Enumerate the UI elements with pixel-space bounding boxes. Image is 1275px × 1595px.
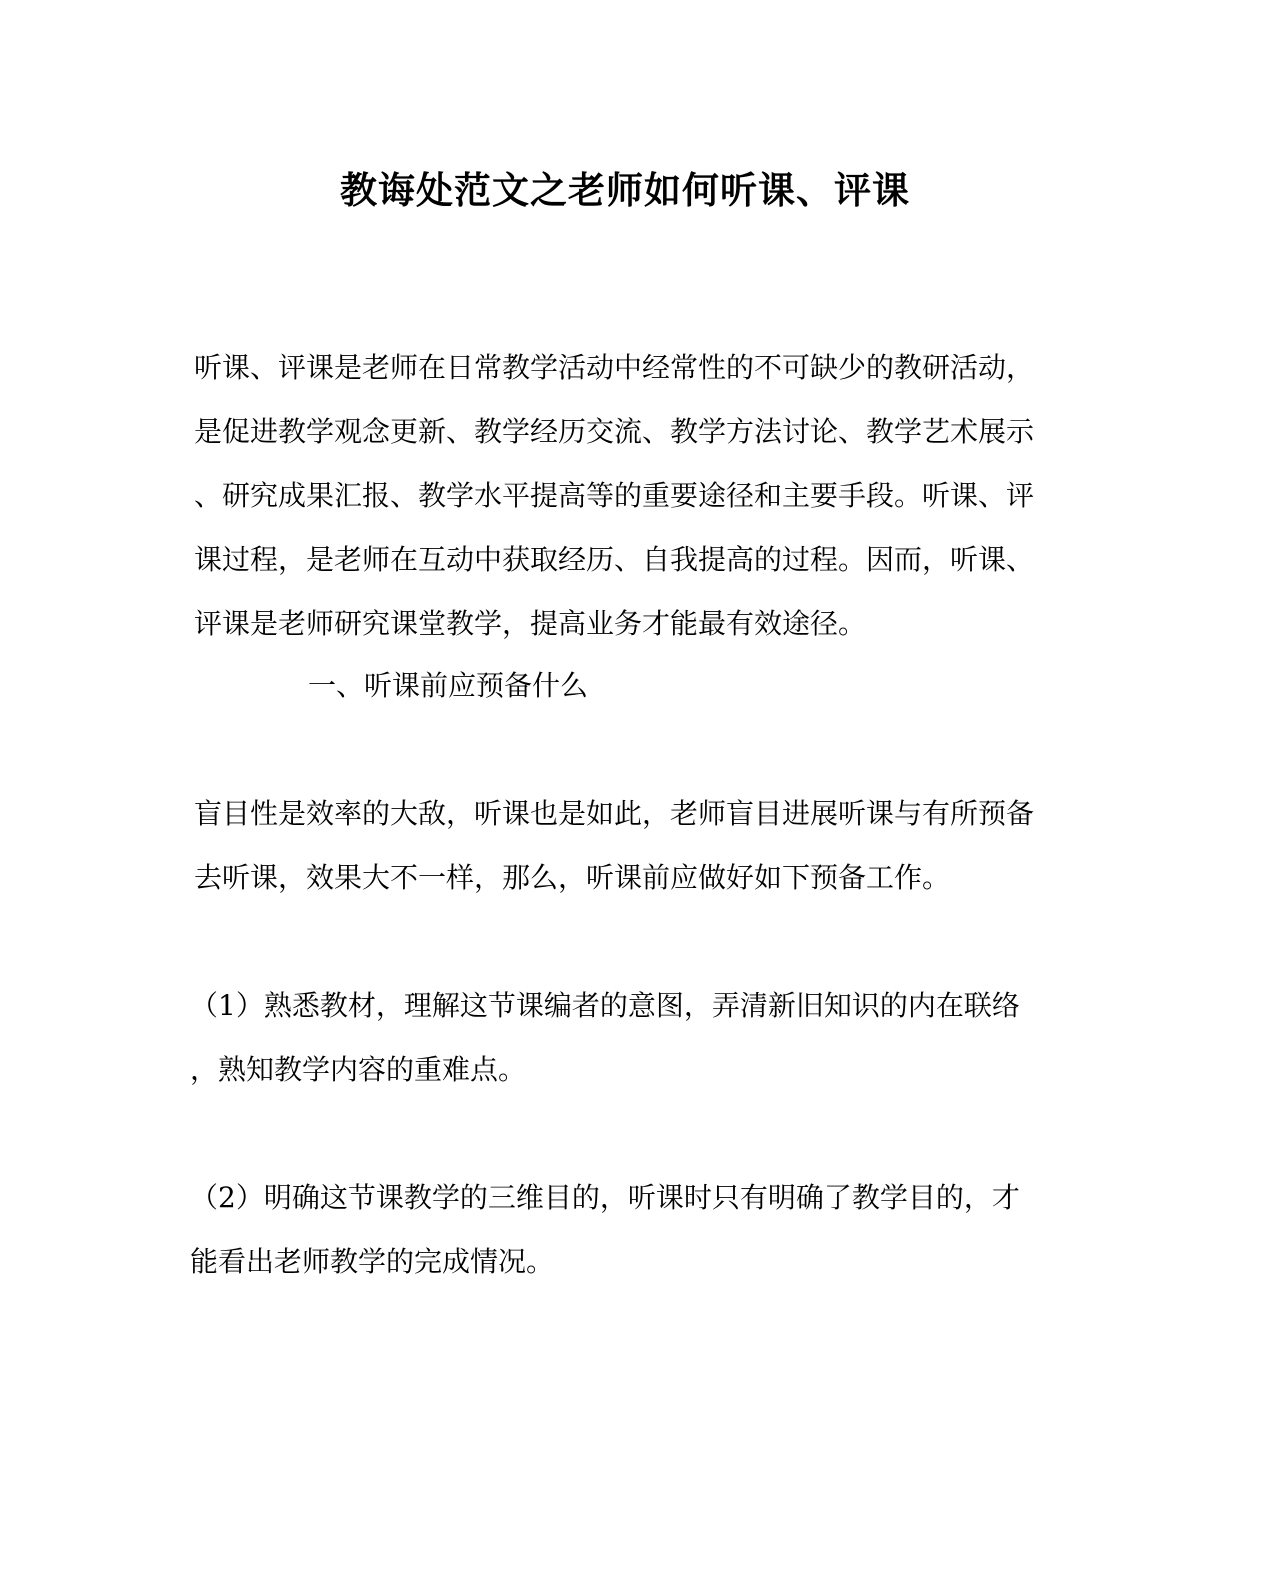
intro-line: 听课、评课是老师在日常教学活动中经常性的不可缺少的教研活动， — [194, 351, 1035, 384]
list-item-line: ，熟知教学内容的重难点。 — [190, 1053, 527, 1086]
intro-line: 、研究成果汇报、教学水平提高等的重要途径和主要手段。听课、评 — [194, 479, 1035, 512]
list-item-line: （1）熟悉教材，理解这节课编者的意图，弄清新旧知识的内在联络 — [190, 989, 1020, 1022]
section-heading — [308, 654, 1008, 718]
section-heading-text: 一、听课前应预备什么 — [308, 669, 589, 702]
list-item-line: 能看出老师教学的完成情况。 — [190, 1245, 555, 1278]
intro-line: 课过程，是老师在互动中获取经历、自我提高的过程。因而，听课、 — [194, 543, 1035, 576]
intro-line: 是促进教学观念更新、教学经历交流、教学方法讨论、教学艺术展示 — [194, 415, 1035, 448]
list-item-line: （2）明确这节课教学的三维目的，听课时只有明确了教学目的，才 — [190, 1181, 1020, 1214]
section-intro-line: 去听课，效果大不一样，那么，听课前应做好如下预备工作。 — [194, 861, 951, 894]
intro-paragraph — [194, 336, 1056, 656]
intro-line: 评课是老师研究课堂教学，提高业务才能最有效途径。 — [194, 607, 867, 640]
document-title: 教诲处范文之老师如何听课、评课 — [340, 168, 910, 212]
list-item-2 — [190, 1166, 1052, 1294]
section-intro-paragraph — [194, 782, 1056, 910]
section-intro-line: 盲目性是效率的大敌，听课也是如此，老师盲目进展听课与有所预备 — [194, 797, 1035, 830]
list-item-1 — [190, 974, 1052, 1102]
